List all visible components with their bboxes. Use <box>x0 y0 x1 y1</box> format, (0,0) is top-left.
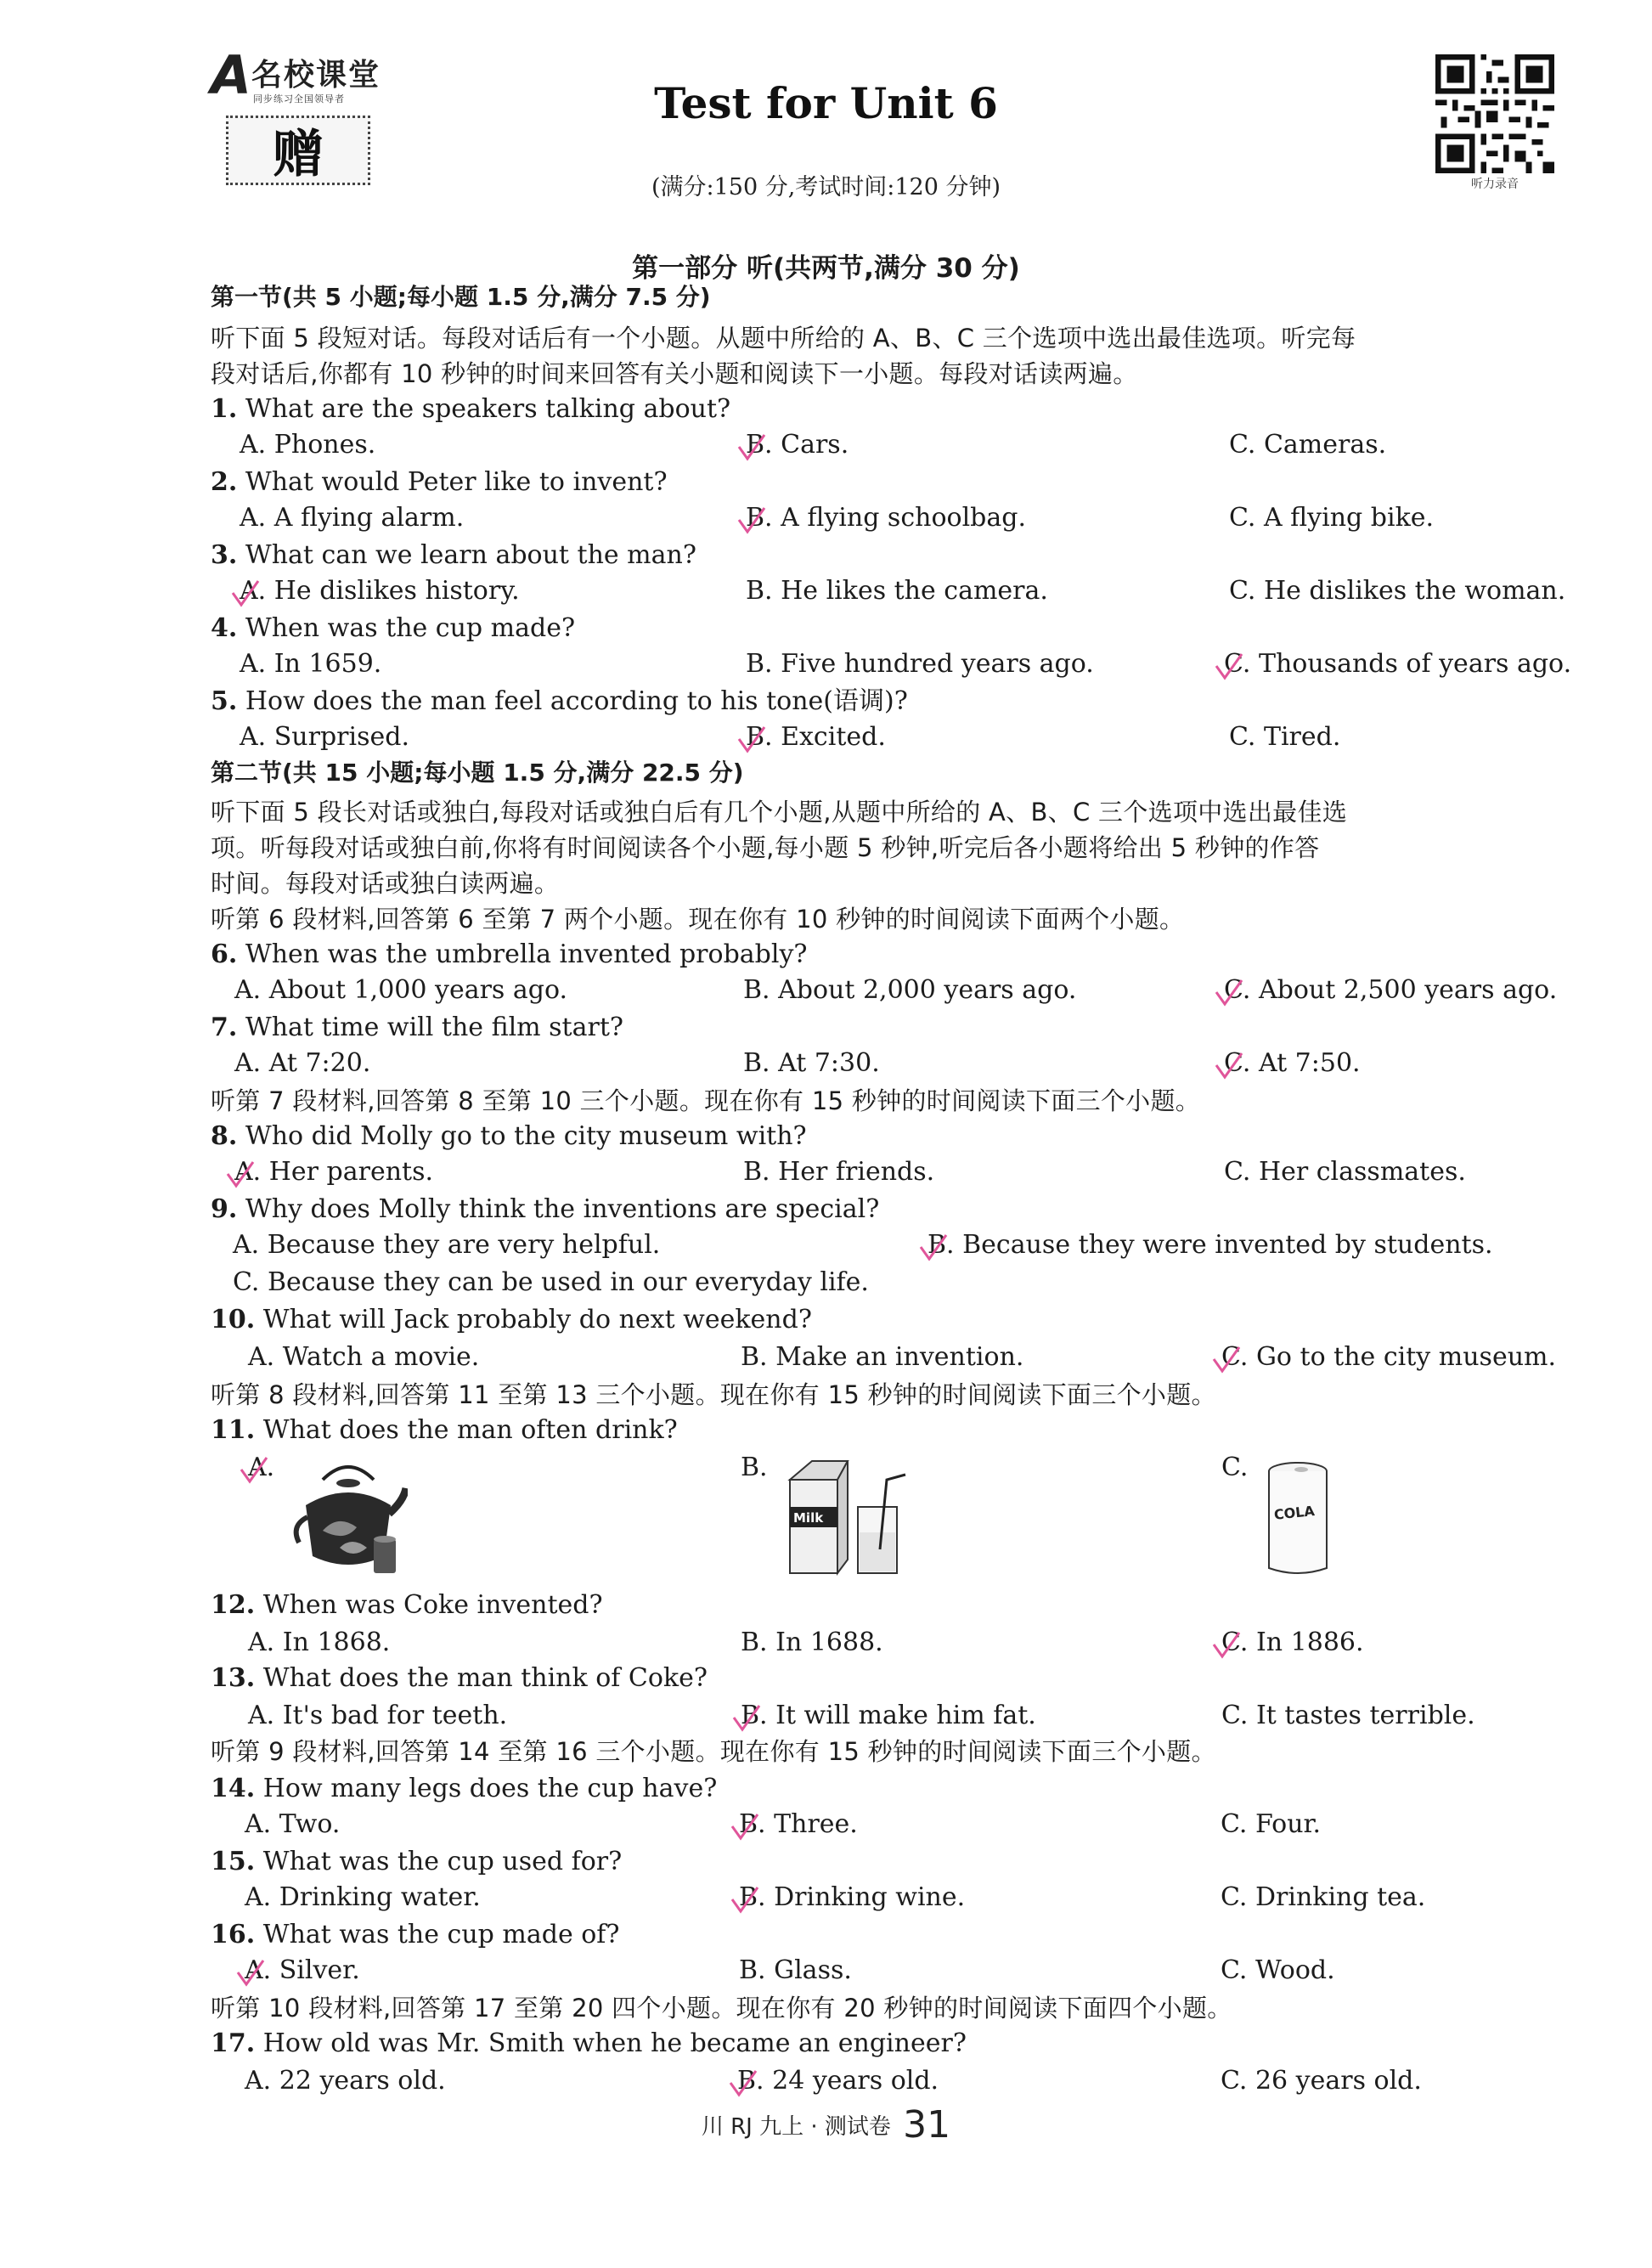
option-c[interactable]: C. Her classmates. <box>1224 1157 1466 1187</box>
question-number: 1. <box>211 394 238 424</box>
option-b[interactable]: B. He likes the camera. <box>746 576 1048 606</box>
option-c[interactable]: C. Four. <box>1221 1809 1322 1839</box>
question-text: What time will the film start? <box>245 1013 623 1042</box>
option-b[interactable]: B. Drinking wine. <box>739 1882 966 1912</box>
check-mark-icon <box>224 1159 257 1189</box>
question-text: When was the cup made? <box>245 613 576 643</box>
teapot-icon <box>289 1454 408 1582</box>
option-b[interactable]: B. Cars. <box>746 430 849 460</box>
option-a[interactable]: A. Her parents. <box>234 1157 434 1187</box>
milk-label: Milk <box>793 1510 824 1526</box>
option-a[interactable]: A. Surprised. <box>240 722 409 752</box>
question-2 <box>211 465 668 499</box>
option-b[interactable]: B. Glass. <box>739 1955 852 1985</box>
question-text: Who did Molly go to the city museum with? <box>245 1121 807 1151</box>
option-a[interactable]: A. Two. <box>245 1809 341 1839</box>
option-c[interactable]: C. Cameras. <box>1229 430 1387 460</box>
question-number: 5. <box>211 686 238 716</box>
question-text: What does the man think of Coke? <box>262 1663 708 1693</box>
section-one-instruction: 段对话后,你都有 10 秒钟的时间来回答有关小题和阅读下一小题。每段对话读两遍。 <box>211 359 1138 388</box>
option-c[interactable]: C. <box>1221 1453 1249 1482</box>
question-5 <box>211 685 908 719</box>
check-mark-icon <box>727 2068 759 2098</box>
page-number: 31 <box>903 2103 951 2147</box>
option-b[interactable]: B. About 2,000 years ago. <box>743 975 1077 1005</box>
section-one-heading: 第一节(共 5 小题;每小题 1.5 分,满分 7.5 分) <box>211 283 711 311</box>
question-number: 15. <box>211 1847 256 1876</box>
question-14 <box>211 1772 717 1806</box>
question-number: 6. <box>211 939 238 969</box>
qr-code-icon[interactable] <box>1435 54 1554 173</box>
option-c[interactable]: C. A flying bike. <box>1229 503 1435 533</box>
check-mark-icon <box>1213 977 1245 1007</box>
check-mark-icon <box>917 1232 950 1262</box>
option-a[interactable]: A. Watch a movie. <box>248 1342 480 1372</box>
logo-letter: A <box>211 44 251 106</box>
gift-stamp: 赠 <box>226 116 370 185</box>
option-c[interactable]: C. Because they can be used in our everyday life. <box>233 1267 869 1297</box>
option-c[interactable]: C. Tired. <box>1229 722 1341 752</box>
question-number: 9. <box>211 1194 238 1224</box>
check-mark-icon <box>729 1811 761 1842</box>
option-b[interactable]: B. 24 years old. <box>737 2066 939 2096</box>
question-text: What was the cup used for? <box>262 1847 623 1876</box>
option-c[interactable]: C. Wood. <box>1221 1955 1335 1985</box>
logo-name: 名校课堂 <box>251 58 381 93</box>
page-footer <box>0 2103 1652 2147</box>
question-number: 11. <box>211 1415 256 1445</box>
option-a[interactable]: A. Drinking water. <box>245 1882 481 1912</box>
option-a[interactable]: A. In 1659. <box>240 649 382 679</box>
option-b[interactable]: B. In 1688. <box>741 1628 883 1657</box>
option-a[interactable]: A. Because they are very helpful. <box>233 1230 661 1260</box>
option-b[interactable]: B. Three. <box>739 1809 858 1839</box>
section-two-heading: 第二节(共 15 小题;每小题 1.5 分,满分 22.5 分) <box>211 759 744 787</box>
option-b[interactable]: B. Excited. <box>746 722 886 752</box>
option-c[interactable]: C. About 2,500 years ago. <box>1224 975 1558 1005</box>
question-text: How old was Mr. Smith when he became an engineer? <box>262 2028 967 2058</box>
option-b[interactable]: B. Her friends. <box>743 1157 935 1187</box>
question-text: When was the umbrella invented probably? <box>245 939 808 969</box>
option-a[interactable]: A. He dislikes history. <box>240 576 520 606</box>
option-b[interactable]: B. Five hundred years ago. <box>746 649 1094 679</box>
check-mark-icon <box>729 1884 761 1915</box>
question-number: 2. <box>211 467 238 497</box>
option-a[interactable]: A. 22 years old. <box>245 2066 446 2096</box>
option-c[interactable]: C. Drinking tea. <box>1221 1882 1426 1912</box>
option-c[interactable]: C. 26 years old. <box>1221 2066 1422 2096</box>
part-one-heading: 第一部分 听(共两节,满分 30 分) <box>632 253 1020 284</box>
option-a[interactable]: A. About 1,000 years ago. <box>234 975 568 1005</box>
check-mark-icon <box>1213 1050 1245 1080</box>
question-number: 8. <box>211 1121 238 1151</box>
question-17 <box>211 2027 967 2061</box>
option-c[interactable]: C. At 7:50. <box>1224 1048 1361 1078</box>
question-number: 10. <box>211 1305 256 1334</box>
option-a[interactable]: A. Phones. <box>240 430 376 460</box>
check-mark-icon <box>1210 1344 1243 1374</box>
option-c[interactable]: C. Thousands of years ago. <box>1224 649 1572 679</box>
logo-tagline: 同步练习全国领导者 <box>253 93 345 104</box>
check-mark-icon <box>238 1454 270 1485</box>
material-note: 听第 8 段材料,回答第 11 至第 13 三个小题。现在你有 15 秒钟的时间阅读下面三个小题。 <box>211 1380 1216 1409</box>
footer-label: 川 RJ 九上 · 测试卷 <box>701 2114 891 2140</box>
option-a[interactable]: A. It's bad for teeth. <box>248 1701 508 1730</box>
question-text: What will Jack probably do next weekend? <box>262 1305 812 1334</box>
question-8 <box>211 1120 807 1154</box>
check-mark-icon <box>736 505 768 535</box>
option-b[interactable]: B. At 7:30. <box>743 1048 880 1078</box>
question-6 <box>211 938 808 972</box>
option-b[interactable]: B. A flying schoolbag. <box>746 503 1026 533</box>
option-a[interactable]: A. At 7:20. <box>234 1048 371 1078</box>
question-number: 12. <box>211 1590 256 1620</box>
question-11 <box>211 1413 678 1447</box>
section-two-instruction: 项。听每段对话或独白前,你将有时间阅读各个小题,每小题 5 秒钟,听完后各小题将给出 5 秒钟的作答 <box>211 833 1320 862</box>
option-a[interactable]: A. <box>248 1453 275 1482</box>
question-text: What can we learn about the man? <box>245 540 696 570</box>
qr-caption: 听力录音 <box>1471 178 1519 191</box>
question-9 <box>211 1193 879 1227</box>
check-mark-icon <box>234 1957 267 1988</box>
question-number: 14. <box>211 1774 256 1803</box>
option-c[interactable]: C. He dislikes the woman. <box>1229 576 1566 606</box>
option-b[interactable]: B. <box>741 1453 768 1482</box>
question-number: 7. <box>211 1013 238 1042</box>
question-16 <box>211 1918 620 1952</box>
question-number: 17. <box>211 2028 256 2058</box>
cola-label: COLA <box>1273 1502 1316 1523</box>
section-one-instruction: 听下面 5 段短对话。每段对话后有一个小题。从题中所给的 A、B、C 三个选项中选出最佳选项。听完每 <box>211 324 1356 353</box>
question-3 <box>211 539 696 573</box>
question-4 <box>211 612 575 646</box>
cola-can-icon <box>1264 1454 1332 1582</box>
question-12 <box>211 1588 603 1622</box>
option-b[interactable]: B. Because they were invented by students. <box>927 1230 1493 1260</box>
question-text: How many legs does the cup have? <box>262 1774 718 1803</box>
option-a[interactable]: A. Silver. <box>245 1955 360 1985</box>
material-note: 听第 10 段材料,回答第 17 至第 20 四个小题。现在你有 20 秒钟的时间阅读下面四个小题。 <box>211 1994 1232 2023</box>
check-mark-icon <box>730 1702 763 1733</box>
material-note: 听第 9 段材料,回答第 14 至第 16 三个小题。现在你有 15 秒钟的时间阅读下面三个小题。 <box>211 1737 1216 1766</box>
question-10 <box>211 1303 812 1337</box>
question-text: What would Peter like to invent? <box>245 467 668 497</box>
check-mark-icon <box>736 724 768 754</box>
milk-carton-icon <box>778 1454 922 1582</box>
option-b[interactable]: B. Make an invention. <box>741 1342 1024 1372</box>
option-a[interactable]: A. A flying alarm. <box>240 503 465 533</box>
question-number: 16. <box>211 1920 256 1949</box>
question-7 <box>211 1011 623 1045</box>
question-text: What does the man often drink? <box>262 1415 678 1445</box>
page-title: Test for Unit 6 <box>654 78 998 128</box>
question-number: 3. <box>211 540 238 570</box>
section-two-instruction: 时间。每段对话或独白读两遍。 <box>211 869 560 898</box>
material-note: 听第 6 段材料,回答第 6 至第 7 两个小题。现在你有 10 秒钟的时间阅读下面两个小题。 <box>211 905 1185 934</box>
question-text: How does the man feel according to his tone(语调)? <box>245 686 908 716</box>
page-subtitle: (满分:150 分,考试时间:120 分钟) <box>651 174 1001 200</box>
check-mark-icon <box>1210 1629 1243 1660</box>
question-text: Why does Molly think the inventions are special? <box>245 1194 880 1224</box>
check-mark-icon <box>736 432 768 462</box>
option-c[interactable]: C. In 1886. <box>1221 1628 1364 1657</box>
question-15 <box>211 1845 622 1879</box>
check-mark-icon <box>229 578 262 608</box>
question-1 <box>211 392 730 426</box>
question-13 <box>211 1662 708 1695</box>
question-text: When was Coke invented? <box>262 1590 603 1620</box>
option-c[interactable]: C. It tastes terrible. <box>1221 1701 1475 1730</box>
question-number: 4. <box>211 613 238 643</box>
option-a[interactable]: A. In 1868. <box>248 1628 391 1657</box>
check-mark-icon <box>1213 651 1245 681</box>
option-c[interactable]: C. Go to the city museum. <box>1221 1342 1556 1372</box>
section-two-instruction: 听下面 5 段长对话或独白,每段对话或独白后有几个小题,从题中所给的 A、B、C 三个选项中选出最佳选 <box>211 798 1348 827</box>
option-b[interactable]: B. It will make him fat. <box>741 1701 1036 1730</box>
question-number: 13. <box>211 1663 256 1693</box>
question-text: What was the cup made of? <box>262 1920 620 1949</box>
material-note: 听第 7 段材料,回答第 8 至第 10 三个小题。现在你有 15 秒钟的时间阅读下面三个小题。 <box>211 1086 1201 1115</box>
question-text: What are the speakers talking about? <box>245 394 731 424</box>
